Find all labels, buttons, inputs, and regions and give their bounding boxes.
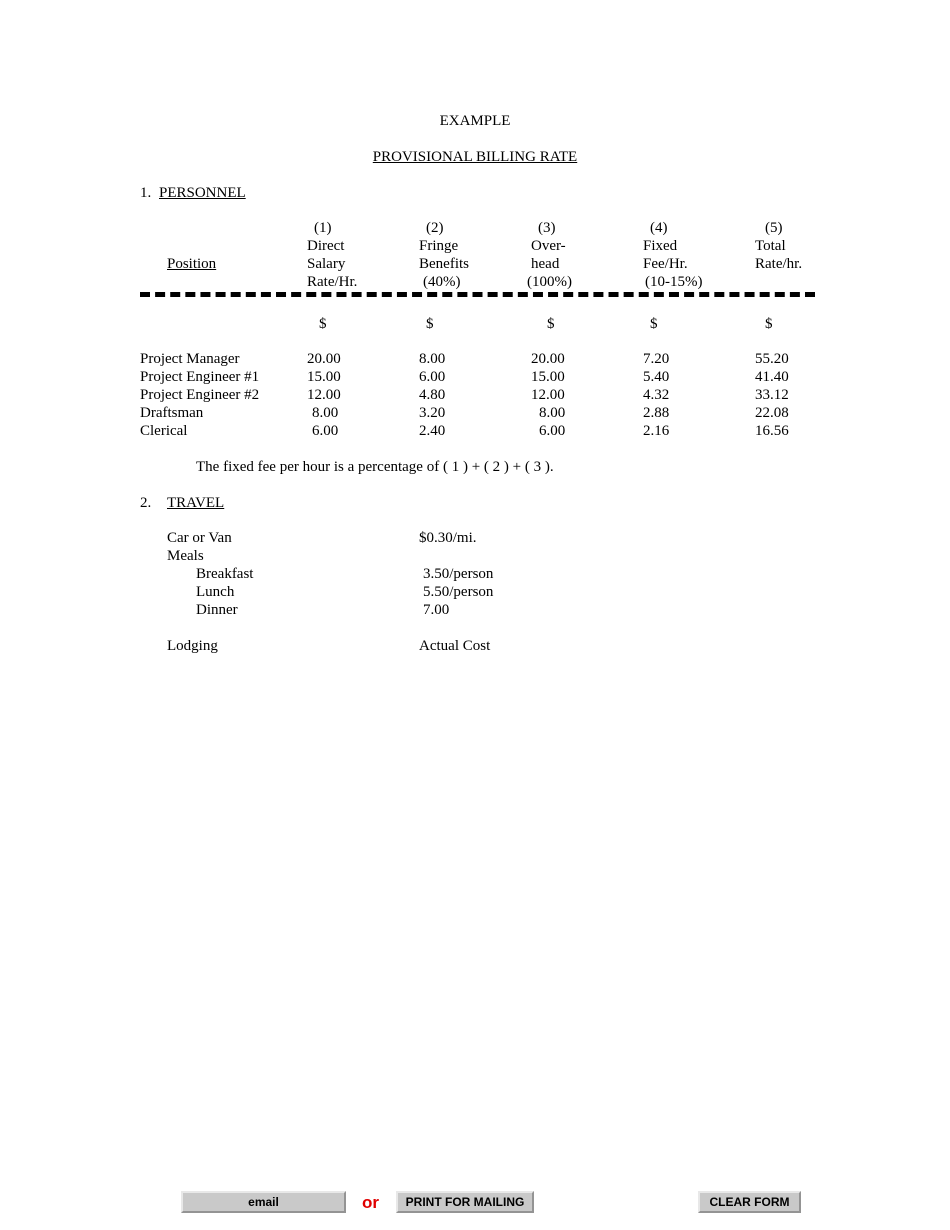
column-number: (1) [314,220,332,236]
lodging-label: Lodging [167,638,218,654]
column-label-line: Fringe [419,238,459,254]
cell-overhead: 6.00 [539,423,566,439]
column-label-line: Fixed [643,238,678,254]
cell-fixed-fee: 2.88 [643,405,670,421]
column-label-line: (10-15%) [645,274,703,290]
column-label-line: Total [755,238,786,254]
column-label-line: (100%) [527,274,572,290]
cell-fringe: 8.00 [419,351,446,367]
cell-fringe: 6.00 [419,369,446,385]
cell-total-rate: 55.20 [755,351,789,367]
row-position: Project Engineer #2 [140,387,260,403]
cell-overhead: 20.00 [531,351,565,367]
dinner-label: Dinner [196,602,238,618]
column-label-line: Direct [307,238,345,254]
column-label-line: Over- [531,238,566,254]
section-travel-number: 2. [140,495,152,511]
row-position: Project Manager [140,351,240,367]
column-label-line: Rate/Hr. [307,274,358,290]
section-personnel-heading: PERSONNEL [159,185,246,201]
cell-total-rate: 22.08 [755,405,789,421]
cell-fringe: 3.20 [419,405,446,421]
dinner-value: 7.00 [423,602,450,618]
column-number: (5) [765,220,783,236]
lodging-value: Actual Cost [419,638,491,654]
cell-total-rate: 41.40 [755,369,789,385]
column-label-line: Fee/Hr. [643,256,688,272]
cell-direct-salary: 6.00 [312,423,339,439]
document-subtitle [0,148,950,166]
cell-overhead: 15.00 [531,369,565,385]
cell-overhead: 12.00 [531,387,565,403]
cell-overhead: 8.00 [539,405,566,421]
cell-total-rate: 16.56 [755,423,789,439]
column-number: (4) [650,220,668,236]
column-number: (2) [426,220,444,236]
email-button[interactable]: email [181,1191,346,1213]
cell-fixed-fee: 4.32 [643,387,670,403]
currency-symbol: $ [650,316,658,332]
document-subtitle-text: PROVISIONAL BILLING RATE [372,149,578,165]
row-position: Clerical [140,423,188,439]
currency-symbol: $ [547,316,555,332]
or-label: or [362,1193,379,1212]
column-label-line: (40%) [423,274,461,290]
row-position: Draftsman [140,405,204,421]
column-label-line: Salary [307,256,346,272]
print-for-mailing-button[interactable]: PRINT FOR MAILING [396,1191,534,1213]
section-travel-heading: TRAVEL [167,495,225,511]
cell-fixed-fee: 2.16 [643,423,670,439]
row-position: Project Engineer #1 [140,369,260,385]
cell-direct-salary: 12.00 [307,387,341,403]
header-divider [140,292,815,297]
cell-direct-salary: 20.00 [307,351,341,367]
clear-form-button[interactable]: CLEAR FORM [698,1191,801,1213]
column-label-line: Benefits [419,256,469,272]
section-personnel-number: 1. [140,185,152,201]
currency-symbol: $ [765,316,773,332]
currency-symbol: $ [319,316,327,332]
cell-total-rate: 33.12 [755,387,789,403]
cell-fringe: 4.80 [419,387,446,403]
currency-symbol: $ [426,316,434,332]
cell-fringe: 2.40 [419,423,446,439]
position-header: Position [167,256,217,272]
column-label-line: head [531,256,560,272]
column-label-line: Rate/hr. [755,256,803,272]
breakfast-value: 3.50/person [423,566,494,582]
cell-fixed-fee: 7.20 [643,351,670,367]
lunch-label: Lunch [196,584,235,600]
document-title: EXAMPLE [439,113,511,129]
car-value: $0.30/mi. [419,530,477,546]
column-number: (3) [538,220,556,236]
fixed-fee-note: The fixed fee per hour is a percentage of ( 1 ) + ( 2 ) + ( 3 ). [196,459,554,475]
cell-fixed-fee: 5.40 [643,369,670,385]
lunch-value: 5.50/person [423,584,494,600]
breakfast-label: Breakfast [196,566,254,582]
cell-direct-salary: 15.00 [307,369,341,385]
cell-direct-salary: 8.00 [312,405,339,421]
car-label: Car or Van [167,530,232,546]
meals-label: Meals [167,548,204,564]
